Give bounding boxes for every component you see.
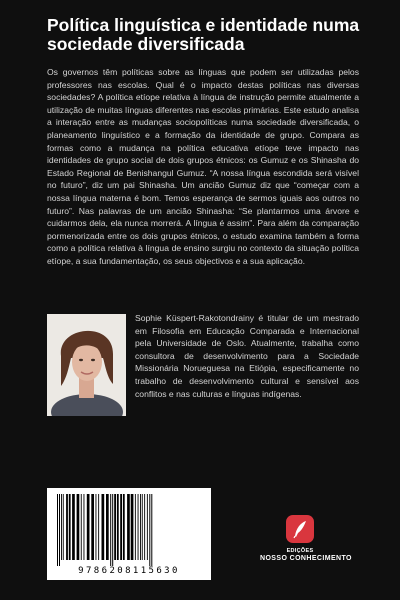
author-bio: Sophie Küspert-Rakotondrainy é titular de um mestrado em Filosofia em Educação Comparada e Internacional pela Universidade de Oslo. Atualmente, trabalha como consultora de desenvolvimento para a Sociedade Missionária Norueguesa na Etiópia, especificamente no trabalho de desenvolvimento cultural e sensível aos conflitos e nas culturas e línguas indígenas. (135, 313, 359, 399)
publisher-label: EDIÇÕES (286, 548, 314, 554)
author-photo (47, 314, 126, 416)
publisher-name: NOSSO CONHECIMENTO (260, 555, 352, 562)
isbn-barcode (47, 488, 211, 580)
book-title: Política linguística e identidade numa sociedade diversificada (47, 15, 360, 54)
isbn-number: 9786208115630 (78, 566, 180, 576)
publisher-block (260, 515, 352, 562)
book-abstract: Os governos têm políticas sobre as línguas que podem ser utilizadas pelos professores nas escolas. Qual é o impacto destas políticas nas diversas sociedades? A política etíope relativa à língua de instrução permite atualmente a utilização de muitas línguas diferentes nas escolas primárias. Este estudo analisa a interação entre as mudanças sociopolíticas numa sociedade diversificada, o planeamento linguístico e a formação da identidade de grupo. Compara as formas como a mudança na política educativa etíope teve impacto nas identidades de grupo social de dois grupos étnicos: os Gumuz e os Shinasha do Estado Regional de Benishangul Gumuz. “A nossa língua escondida será visível no futuro”, diz um pai Shinasha. Um ancião Gumuz diz que “começar com a nossa língua materna é bom. Temos esperança de sermos iguais aos outros no futuro”. Nas palavras de um ancião Shinasha: “Se plantarmos uma árvore e cuidarmos dela, ela nunca morrerá. A língua é assim”. Para além da comparação pormenorizada entre os dois grupos étnicos, o estudo examina também a forma como a política relativa à língua de ensino surgiu no contexto da situação política etíope, a sua fundamentação, os seus objectivos e a sua aplicação. (47, 67, 359, 266)
quill-logo-icon (286, 515, 314, 543)
